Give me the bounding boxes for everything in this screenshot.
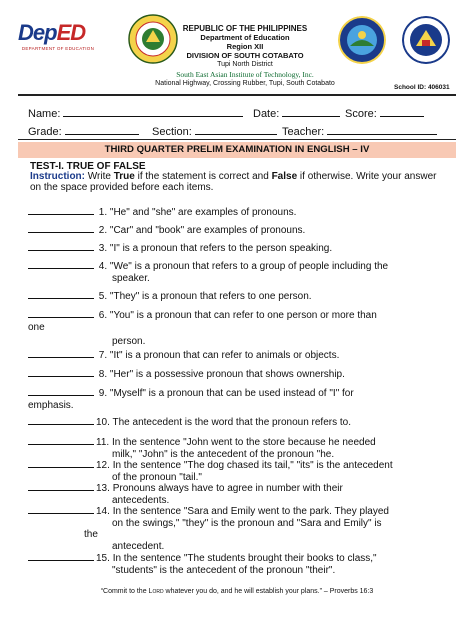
- item-text: In the sentence "John went to the store because he needed: [111, 437, 376, 448]
- item-number: 12.: [96, 460, 110, 471]
- item-text: "We" is a pronoun that refers to a group of people including the: [109, 261, 389, 272]
- item-text: "Car" and "book" are examples of pronouns.: [109, 225, 306, 236]
- item-number: 2.: [98, 225, 108, 236]
- answer-blank[interactable]: [28, 503, 94, 514]
- item-text: "It" is a pronoun that can refer to animals or objects.: [109, 350, 340, 361]
- item-number: 15.: [96, 553, 110, 564]
- deped-logo-subtext: DEPARTMENT OF EDUCATION: [21, 46, 95, 51]
- answer-blank[interactable]: [28, 240, 94, 251]
- instruction-text-1: Write: [85, 171, 114, 182]
- footer-text-1: “Commit to the: [100, 588, 149, 595]
- instruction: [30, 171, 450, 194]
- question-item-3: [28, 240, 420, 255]
- item-number: 8.: [98, 369, 108, 380]
- item-text-continued-2: antecedent.: [112, 540, 165, 552]
- date-label: Date:: [253, 108, 280, 120]
- region-heading: Region XII: [226, 42, 264, 51]
- item-text-continued: speaker.: [112, 272, 150, 284]
- item-text: In the sentence "Sara and Emily went to the park. They played: [112, 506, 389, 517]
- question-item-15: [28, 550, 420, 576]
- republic-heading: REPUBLIC OF THE PHILIPPINES: [182, 24, 308, 33]
- item-text-continued: person.: [112, 336, 146, 348]
- answer-blank[interactable]: [28, 385, 94, 396]
- item-text-continued: on the swings," "they" is the pronoun and "Sara and Emily" is: [112, 517, 382, 529]
- answer-blank[interactable]: [28, 550, 94, 561]
- score-field[interactable]: [345, 105, 424, 120]
- instruction-text-3: if otherwise. Write your answer on the space provided before each items.: [30, 171, 437, 194]
- answer-blank[interactable]: [28, 480, 94, 491]
- instruction-text-2: if the statement is correct and: [134, 171, 272, 182]
- school-address: National Highway, Crossing Rubber, Tupi, South Cotabato: [155, 80, 335, 87]
- item-number: 3.: [98, 243, 108, 254]
- answer-blank[interactable]: [28, 347, 94, 358]
- item-text-continued: antecedents.: [112, 494, 170, 506]
- item-text-wrap: one: [28, 321, 45, 333]
- answer-blank[interactable]: [28, 414, 94, 425]
- question-item-9: [28, 385, 420, 411]
- item-text-wrap: emphasis.: [28, 399, 74, 411]
- item-number: 6.: [98, 310, 108, 321]
- item-number: 4.: [98, 261, 108, 272]
- answer-blank[interactable]: [28, 366, 94, 377]
- item-text-continued: of the pronoun "tail.": [112, 471, 202, 483]
- score-label: Score:: [345, 108, 377, 120]
- instruction-label: Instruction:: [30, 171, 85, 182]
- item-number: 14.: [96, 506, 110, 517]
- fields-divider: [18, 139, 456, 140]
- item-text: "I" is a pronoun that refers to the person speaking.: [109, 243, 333, 254]
- item-text: Pronouns always have to agree in number with their: [112, 483, 343, 494]
- question-item-2: [28, 222, 420, 237]
- answer-blank[interactable]: [28, 222, 94, 233]
- district-heading: Tupi North District: [217, 61, 273, 68]
- deped-logo: DepED DEPARTMENT OF EDUCATION: [18, 22, 98, 58]
- item-text: "Myself" is a pronoun that can be used instead of "I" for: [109, 388, 354, 399]
- item-number: 7.: [98, 350, 108, 361]
- answer-blank[interactable]: [28, 307, 94, 318]
- department-heading: Department of Education: [200, 33, 290, 42]
- instruction-false: False: [271, 171, 298, 182]
- footer-quote: [20, 588, 454, 595]
- date-field[interactable]: [253, 105, 340, 120]
- question-item-4: [28, 258, 420, 284]
- school-name: South East Asian Institute of Technology, Inc.: [176, 70, 314, 79]
- item-text: In the sentence "The students brought their books to class,": [112, 553, 377, 564]
- teacher-label: Teacher:: [282, 126, 325, 138]
- header-divider: [18, 94, 456, 96]
- question-item-6: [28, 307, 420, 348]
- item-text-continued: "students" is the antecedent of the pronoun "their".: [112, 564, 336, 576]
- instruction-true: True: [113, 171, 135, 182]
- section-field[interactable]: [152, 123, 277, 138]
- item-text: The antecedent is the word that the pronoun refers to.: [112, 417, 351, 428]
- question-item-14: [28, 503, 420, 552]
- question-item-8: [28, 366, 420, 381]
- answer-blank[interactable]: [28, 258, 94, 269]
- item-text: "They" is a pronoun that refers to one person.: [109, 291, 312, 302]
- grade-label: Grade:: [28, 126, 62, 138]
- deped-seal-icon: [402, 16, 450, 64]
- item-text: "He" and "she" are examples of pronouns.: [109, 207, 297, 218]
- question-item-10: [28, 414, 420, 429]
- answer-blank[interactable]: [28, 204, 94, 215]
- item-number: 9.: [98, 388, 108, 399]
- item-text: In the sentence "The dog chased its tail," "its" is the antecedent: [112, 460, 393, 471]
- grade-field[interactable]: [28, 123, 139, 138]
- test-heading: TEST-I. TRUE OF FALSE: [30, 161, 146, 172]
- question-item-7: [28, 347, 420, 362]
- section-label: Section:: [152, 126, 192, 138]
- teacher-field[interactable]: [282, 123, 437, 138]
- item-number: 1.: [98, 207, 108, 218]
- name-field[interactable]: [28, 105, 243, 120]
- division-heading: DIVISION OF SOUTH COTABATO: [186, 51, 304, 60]
- footer-text-2: whatever you do, and he will establish your plans.” – Proverbs 16:3: [163, 588, 374, 595]
- item-number: 5.: [98, 291, 108, 302]
- item-text-continued: milk," "John" is the antecedent of the pronoun "he.: [112, 448, 335, 460]
- question-item-5: [28, 288, 420, 303]
- answer-blank[interactable]: [28, 434, 94, 445]
- item-number: 13.: [96, 483, 110, 494]
- answer-blank[interactable]: [28, 457, 94, 468]
- answer-blank[interactable]: [28, 288, 94, 299]
- footer-lord: Lord: [148, 588, 164, 595]
- exam-title: THIRD QUARTER PRELIM EXAMINATION IN ENGLISH – IV: [18, 142, 456, 158]
- item-text: "You" is a pronoun that can refer to one person or more than: [109, 310, 377, 321]
- item-text-wrap: the: [84, 529, 98, 541]
- name-label: Name:: [28, 108, 61, 120]
- item-number: 10.: [96, 417, 110, 428]
- item-text: "Her" is a possessive pronoun that shows ownership.: [109, 369, 345, 380]
- item-number: 11.: [96, 437, 110, 448]
- school-id: School ID: 406031: [394, 84, 450, 91]
- question-item-1: [28, 204, 420, 219]
